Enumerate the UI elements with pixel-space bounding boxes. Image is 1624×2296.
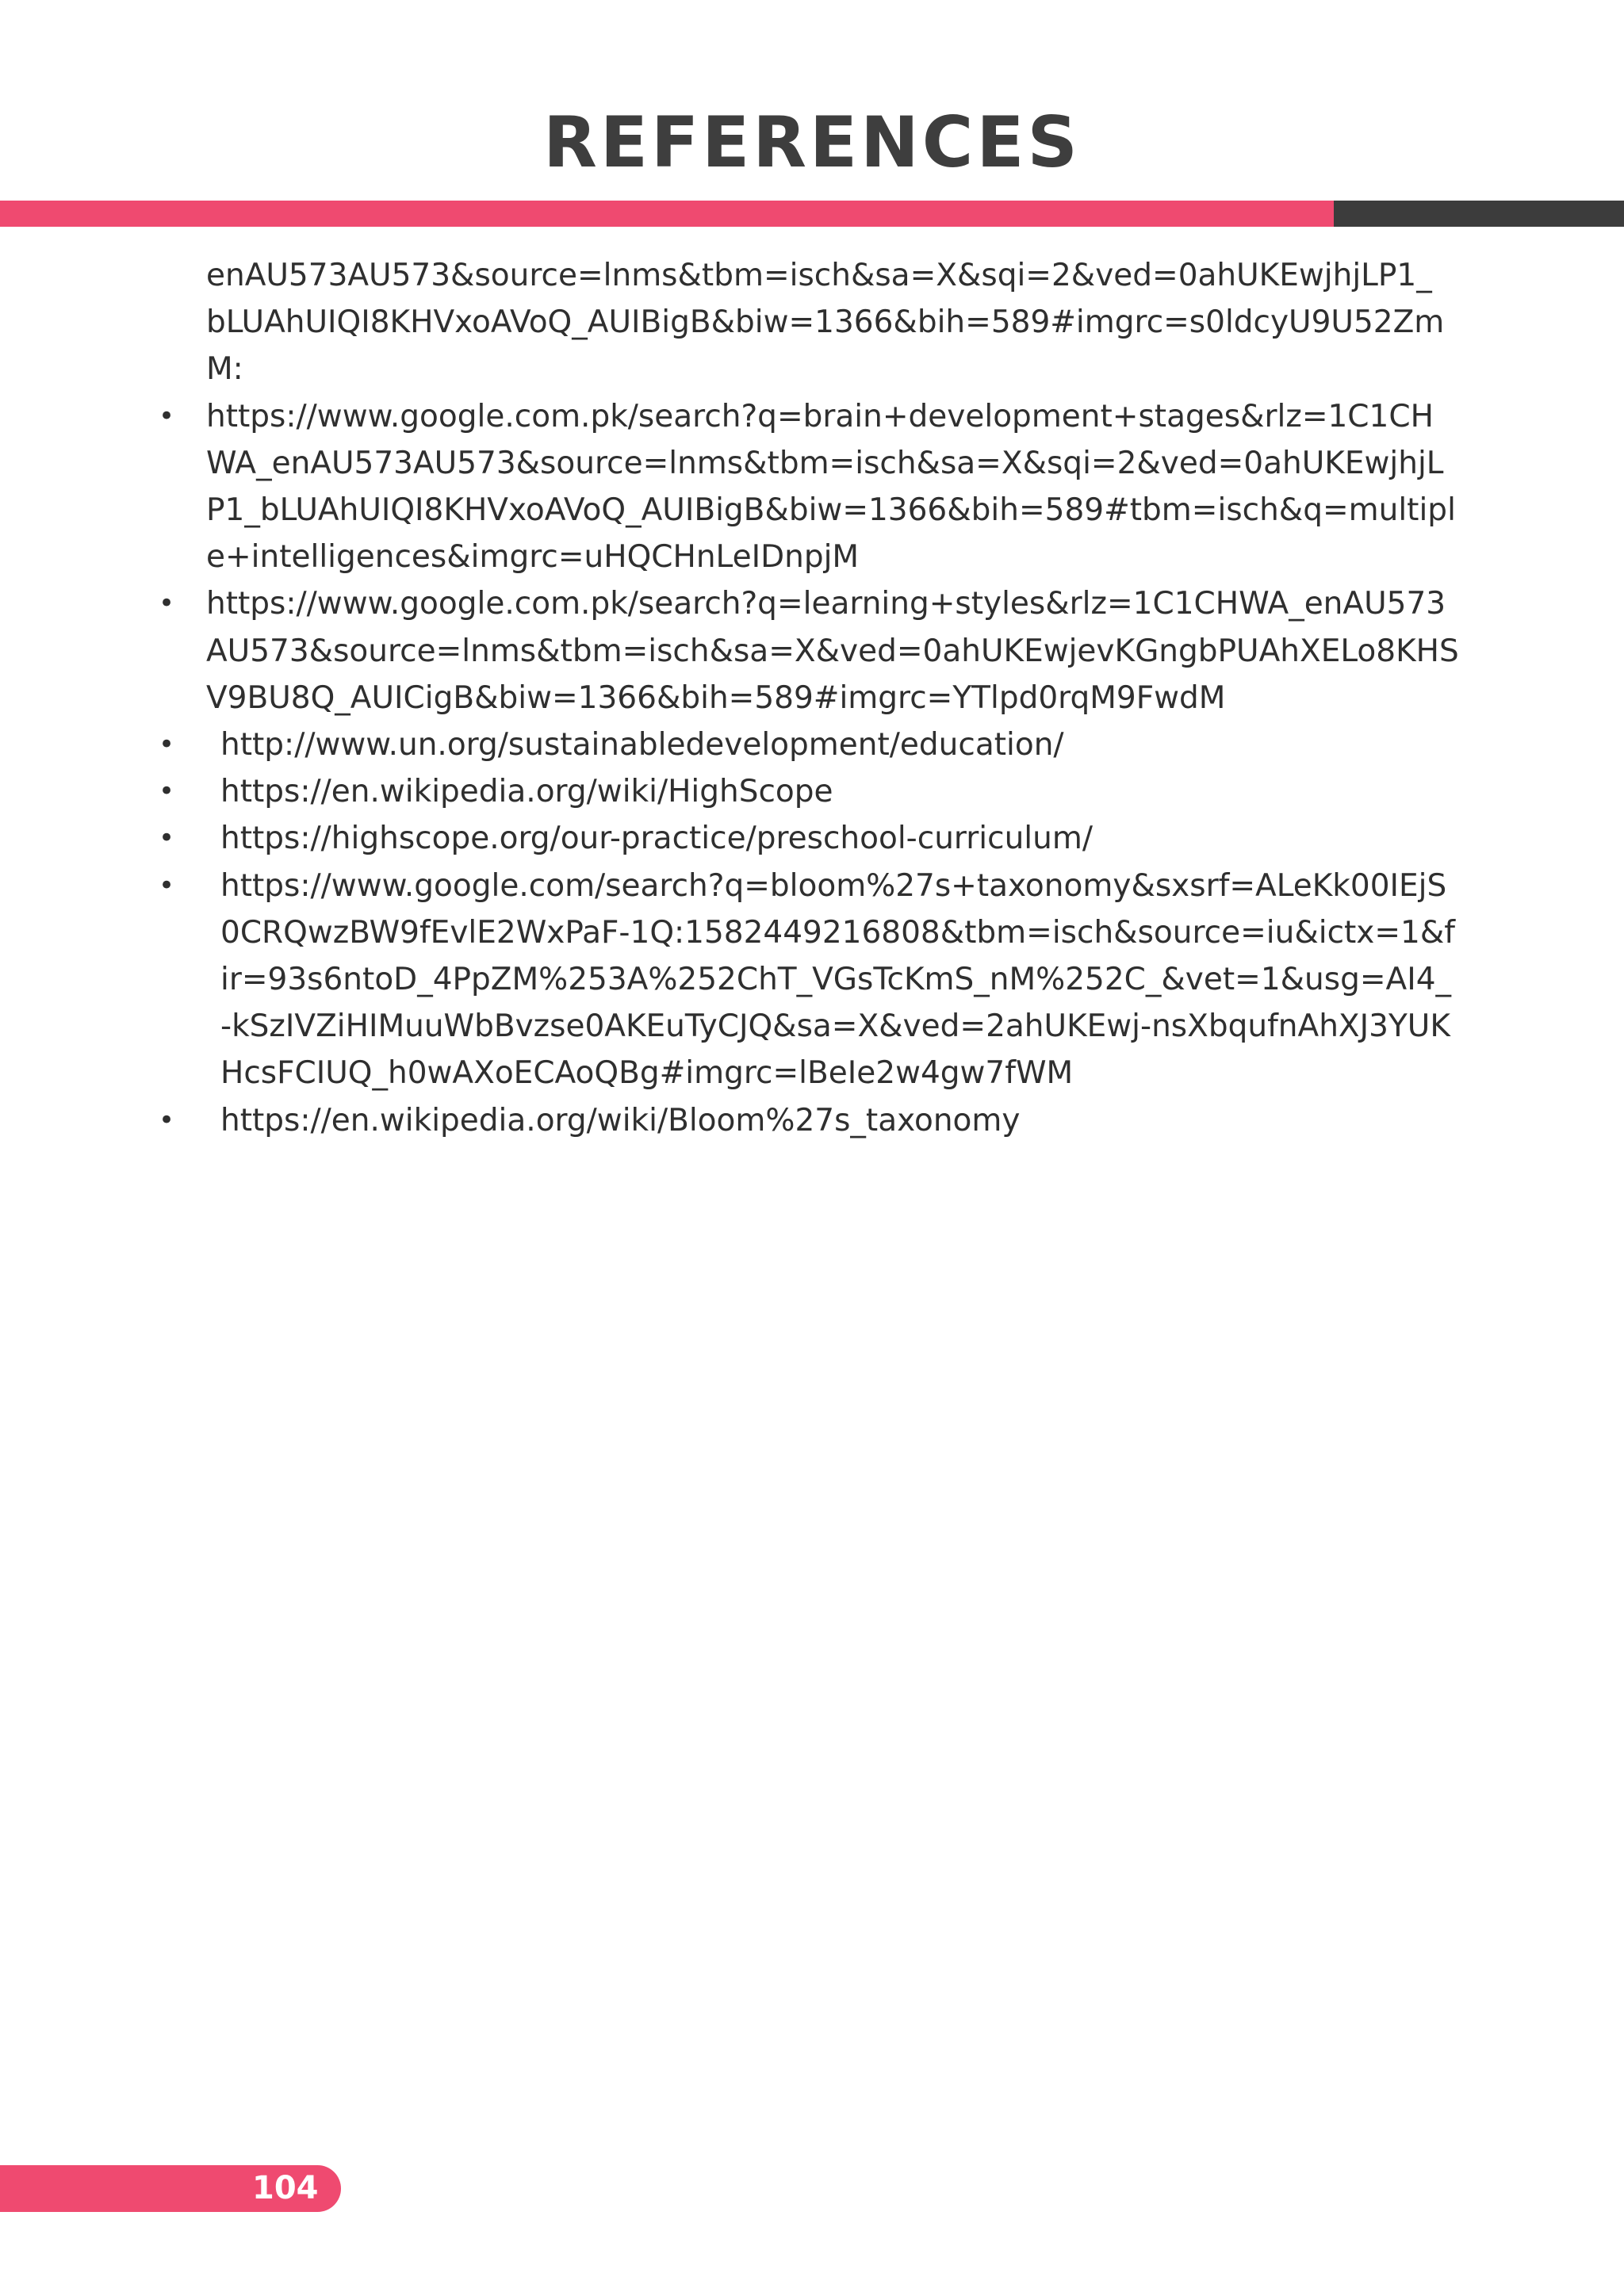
reference-link[interactable]: https://highscope.org/our-practice/preschool-curriculum/: [220, 821, 1093, 857]
bullet-icon: •: [159, 729, 175, 761]
page-title: REFERENCES: [543, 101, 1081, 183]
reference-text: enAU573AU573&source=lnms&tbm=isch&sa=X&sqi=2&ved=0ahUKEwjhjLP1_ bLUAhUIQI8KHVxoAVoQ_AUIBigB&biw=1366&bih=589#imgrc=s0ldcyU9U52ZmM:: [206, 258, 1445, 388]
reference-item: [0, 815, 1624, 862]
reference-item: [0, 863, 1624, 1097]
bullet-icon: •: [159, 822, 175, 855]
reference-link[interactable]: https://en.wikipedia.org/wiki/Bloom%27s_taxonomy: [220, 1102, 1021, 1138]
bullet-icon: •: [159, 1104, 175, 1136]
reference-list: [0, 252, 1624, 1144]
reference-continuation: [0, 252, 1624, 393]
header-rule-dark: [1334, 201, 1624, 227]
bullet-icon: •: [159, 400, 175, 432]
reference-item: [0, 768, 1624, 815]
reference-link[interactable]: https://www.google.com/search?q=bloom%27s+taxonomy&sxsrf=ALeKk00IEjS0CRQwzBW9fEvlE2WxPaF-1Q:1582449216808&tbm=isch&source=iu&ictx=1&fir=93s6ntoD_4PpZM%253A%252ChT_VGsTcKmS_nM%252C_&vet=1&usg=AI4_-kSzIVZiHIMuuWbBvzse0AKEuTyCJQ&sa=X&ved=2ahUKEwj-nsXbqufnAhXJ3YUKHcsFCIUQ_h0wAXoECAoQBg#imgrc=lBeIe2w4gw7fWM: [220, 867, 1456, 1092]
reference-item: [0, 1097, 1624, 1144]
reference-link[interactable]: http://www.un.org/sustainabledevelopment/education/: [220, 727, 1064, 763]
page-number: 104: [252, 2170, 319, 2206]
bullet-icon: •: [159, 869, 175, 901]
header-rule-pink: [0, 201, 1334, 227]
reference-item: [0, 721, 1624, 768]
reference-link[interactable]: https://www.google.com.pk/search?q=brain+development+stages&rlz=1C1CHWA_enAU573AU573&source=lnms&tbm=isch&sa=X&sqi=2&ved=0ahUKEwjhjLP1_bLUAhUIQI8KHVxoAVoQ_AUIBigB&biw=1366&bih=589#tbm=isch&q=multiple+intelligences&imgrc=uHQCHnLeIDnpjM: [206, 398, 1456, 576]
bullet-icon: •: [159, 587, 175, 620]
reference-link[interactable]: https://en.wikipedia.org/wiki/HighScope: [220, 774, 833, 810]
reference-link[interactable]: https://www.google.com.pk/search?q=learning+styles&rlz=1C1CHWA_enAU573AU573&source=lnms&tbm=isch&sa=X&ved=0ahUKEwjevKGngbPUAhXELo8KHSV9BU8Q_AUICigB&biw=1366&bih=589#imgrc=YTlpd0rqM9FwdM: [206, 586, 1459, 716]
reference-item: [0, 580, 1624, 721]
reference-item: [0, 393, 1624, 581]
bullet-icon: •: [159, 775, 175, 808]
